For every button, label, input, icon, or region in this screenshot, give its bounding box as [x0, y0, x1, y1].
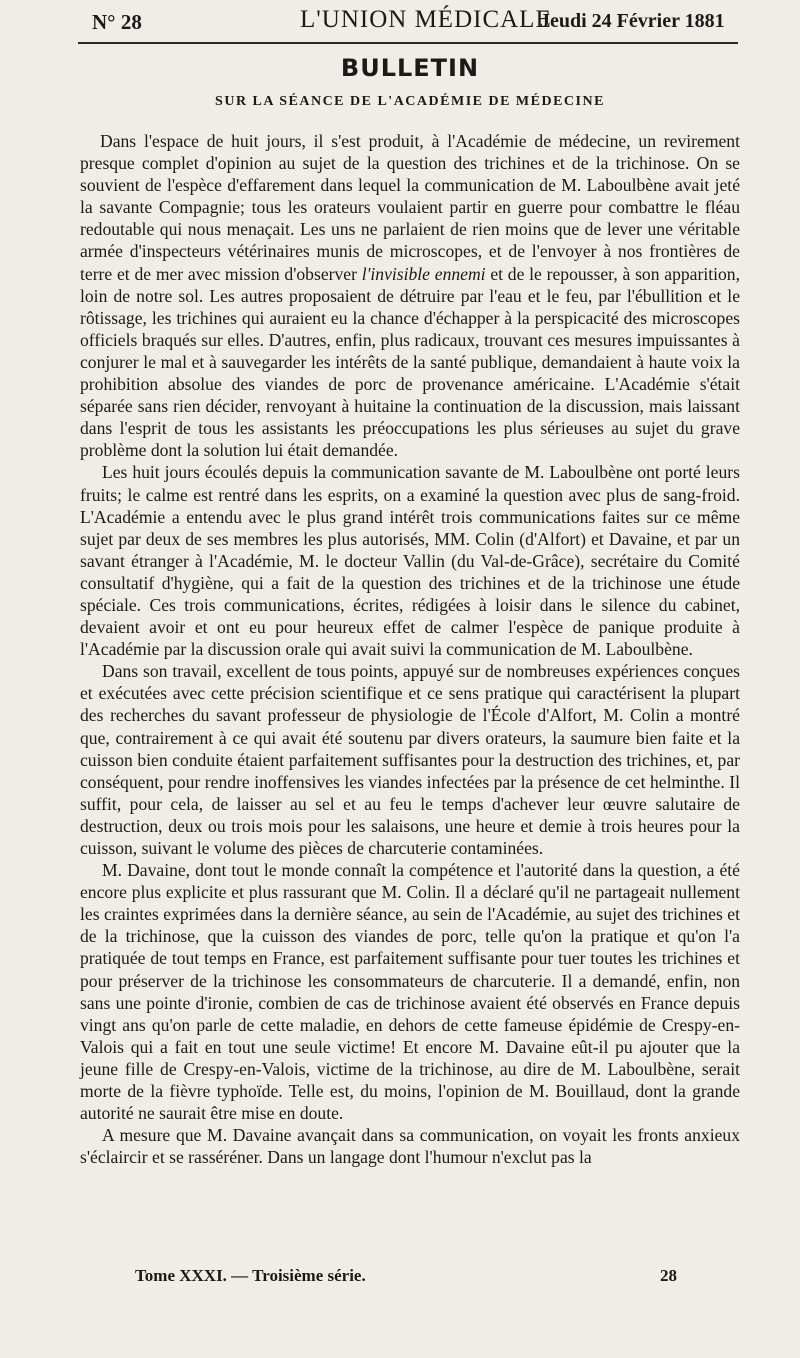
page-number: 28: [660, 1266, 677, 1285]
paragraph-4: M. Davaine, dont tout le monde connaît la compétence et l'autorité dans la question, a été encore plus explicite et plus rassurant que M. Colin. Il a déclaré qu'il ne partageait nullement les craintes exprimées dans la dernière séance, au sein de l'Académie, au sujet des trichines et de la trichinose, que la cuisson des viandes de porc, telle qu'on la pratique et qu'on l'a pratiquée de tout temps en France, est parfaitement suffisante pour tuer toutes les trichines et pour préserver de la trichinose les consommateurs de charcuterie. Il a demandé, enfin, non sans une pointe d'ironie, combien de cas de trichinose avaient été observés en France depuis vingt ans qu'on parle de cette maladie, en dehors de cette fameuse épidémie de Crespy-en-Valois qui a fait en tout une seule victime! Et encore M. Davaine eût-il pu ajouter que la jeune fille de Crespy-en-Valois, victime de la trichinose, au dire de M. Laboulbène, serait morte de la fièvre typhoïde. Telle est, du moins, l'opinion de M. Bouillaud, dont la grande autorité ne saurait être mise en doute.: [80, 860, 740, 1124]
paragraph-1: [80, 130, 740, 461]
paragraph-1-italic: l'invisible ennemi: [361, 263, 486, 284]
header-rule: [78, 42, 738, 44]
paragraph-1-start: Dans l'espace de huit jours, il s'est produit, à l'Académie de médecine, un revirement presque complet d'opinion au sujet de la question des trichines et de la trichinose. On se souvient de l'espèce d'effarement dans lequel la communication de M. Laboulbène avait jeté la savante Compagnie; tous les orateurs voulaient partir en guerre pour combattre le fléau redoutable qui nous menaçait. Les uns ne parlaient de rien moins que de lever une véritable armée d'inspecteurs vétérinaires munis de microscopes, et de l'envoyer à nos frontières de terre et de mer avec mission d'observer: [80, 131, 740, 284]
paragraph-3: Dans son travail, excellent de tous points, appuyé sur de nombreuses expériences conçues et exécutées avec cette précision scientifique et ce sens pratique qui caractérisent la plupart des recherches du savant professeur de physiologie de l'École d'Alfort, M. Colin a montré que, contrairement à ce qui avait été soutenu par divers orateurs, la saumure bien faite et la cuisson bien conduite étaient parfaitement suffisantes pour la destruction des trichines, et, par conséquent, pour rendre inoffensives les viandes infectées par la présence de cet helminthe. Il suffit, pour cela, de laisser au sel et au feu le temps d'achever leur œuvre salutaire de destruction, deux ou trois mois pour les salaisons, une heure et demie à trois heures pour la cuisson, suivant le volume des pièces de charcuterie contaminées.: [80, 661, 740, 858]
paragraph-2: Les huit jours écoulés depuis la communication savante de M. Laboulbène ont porté leurs fruits; le calme est rentré dans les esprits, on a examiné la question avec plus de sang-froid. L'Académie a entendu avec le plus grand intérêt trois communications faites sur ce même sujet par deux de ses membres les plus autorisés, MM. Colin (d'Alfort) et Davaine, et par un savant étranger à l'Académie, M. le docteur Vallin (du Val-de-Grâce), secrétaire du Comité consultatif d'hygiène, qui a fait de la question des trichines et de la trichinose une étude spéciale. Ces trois communications, écrites, rédigées à loisir dans le silence du cabinet, devaient avoir et ont eu pour heureux effet de calmer l'espèce de panique produite à l'Académie par la discussion orale qui avait suivi la communication de M. Laboulbène.: [80, 462, 740, 660]
issue-date: Jeudi 24 Février 1881: [540, 10, 725, 32]
article-body: [80, 130, 740, 1168]
page-footer: [80, 1266, 740, 1290]
journal-name: L'UNION MÉDICALE: [300, 6, 552, 33]
paragraph-1-end: et de le repousser, à son apparition, loin de notre sol. Les autres proposaient de détruire par l'eau et le feu, par l'ébullition et le rôtissage, les trichines qui auraient eu la chance d'échapper à la perspicacité des microscopes officiels braqués sur elles. D'autres, enfin, plus radicaux, trouvant ces mesures impuissantes à conjurer le mal et à sauvegarder les intérêts de la santé publique, demandaient à haute voix la prohibition absolue des viandes de porc de provenance américaine. L'Académie s'était séparée sans rien décider, renvoyant à huitaine la continuation de la discussion, mais laissant dans l'esprit de tous les assistants les préoccupations les plus sérieuses au sujet du grave problème dont la solution lui était demandée.: [80, 263, 741, 461]
page-header: [80, 6, 730, 36]
paragraph-5: A mesure que M. Davaine avançait dans sa communication, on voyait les fronts anxieux s'éclaircir et se rasséréner. Dans un langage dont l'humour n'exclut pas la: [80, 1125, 740, 1168]
issue-number: N° 28: [92, 10, 142, 34]
volume-series: Tome XXXI. — Troisième série.: [135, 1266, 366, 1285]
article-title: BULLETIN: [340, 54, 480, 82]
article-subtitle: SUR LA SÉANCE DE L'ACADÉMIE DE MÉDECINE: [215, 94, 605, 109]
